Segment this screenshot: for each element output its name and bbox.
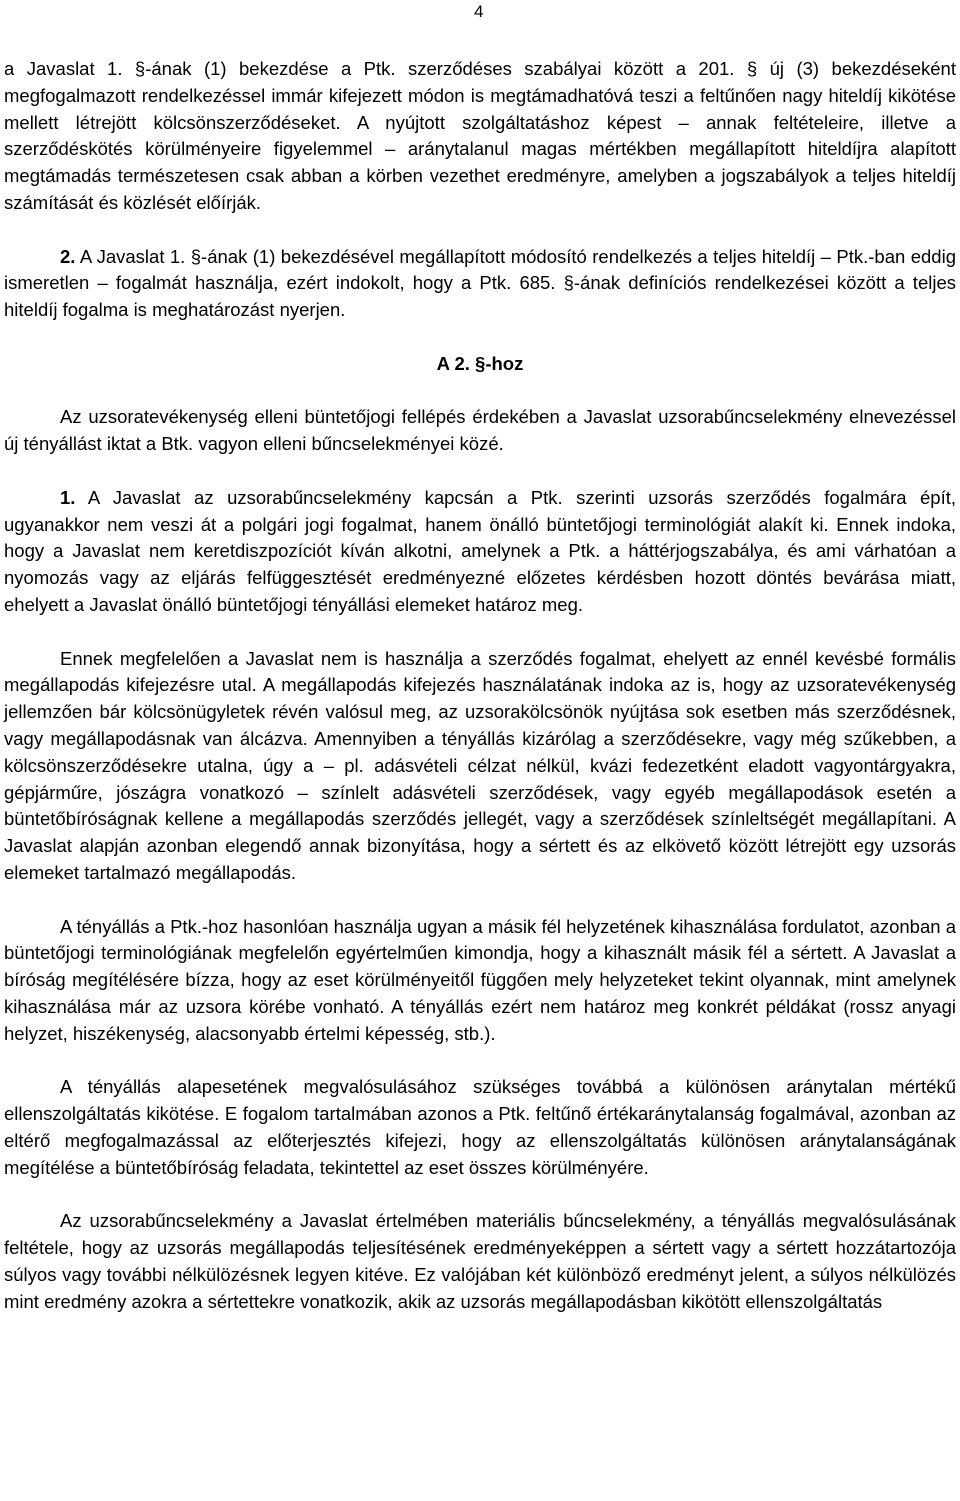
paragraph-6: A tényállás a Ptk.-hoz hasonlóan használja ugyan a másik fél helyzetének kihasználása fordulatot, azonban a büntetőjogi terminológiának megfelelőn egyértelműen kimondja, hogy a kihasznált másik fél a sértett. A Javaslat a bíróság megítélésére bízza, hogy az eset körülményeitől függően mely helyzeteket tekint olyannak, mint amelynek kihasználása már az uzsora körébe vonható. A tényállás ezért nem határoz meg konkrét példákat (rossz anyagi helyzet, hiszékenység, alacsonyabb értelmi képesség, stb.).: [4, 915, 956, 1044]
paragraph-4: [4, 485, 956, 619]
paragraph-8: Az uzsorabűncselekmény a Javaslat értelmében materiális bűncselekmény, a tényállás megvalósulásának feltétele, hogy az uzsorás megállapodás teljesítésének eredményeképpen a sértett vagy a sértett hozzátartozója súlyos vagy további nélkülözésnek legyen kitéve. Ez valójában két különböző eredményt jelent, a súlyos nélkülözés mint eredmény azokra a sértettekre vonatkozik, akik az uzsorás megállapodásban kikötött ellenszolgáltatás: [4, 1210, 956, 1312]
paragraph-7: A tényállás alapesetének megvalósulásához szükséges továbbá a különösen aránytalan mértékű ellenszolgáltatás kikötése. E fogalom tartalmában azonos a Ptk. feltűnő értékaránytalanság fogalmával, azonban az eltérő megfogalmazással az előterjesztés kifejezi, hogy az ellenszolgáltatás különösen aránytalanságának megítélése a büntetőbíróság feladata, tekintettel az eset összes körülményére.: [4, 1076, 956, 1178]
page-number: 4: [474, 2, 484, 21]
document-body: [4, 56, 956, 1315]
paragraph-2: [4, 244, 956, 324]
paragraph-2-number: 2.: [60, 245, 76, 267]
paragraph-1: a Javaslat 1. §-ának (1) bekezdése a Ptk. szerződéses szabályai között a 201. § új (3) bekezdéseként megfogalmazott rendelkezéssel immár kifejezett módon is megtámadhatóvá teszi a feltűnően nagy hiteldíj kikötése mellett létrejött kölcsönszerződéseket. A nyújtott szolgáltatáshoz képest – annak feltételeire, illetve a szerződéskötés körülményeire figyelemmel – aránytalanul magas mértékben megállapított hiteldíjra alapított megtámadás természetesen csak abban a körben vezethet eredményre, amelyben a jogszabályok a teljes hiteldíj számítását és közlését előírják.: [4, 58, 956, 213]
paragraph-2-text: A Javaslat 1. §-ának (1) bekezdésével megállapított módosító rendelkezés a teljes hiteldíj – Ptk.-ban eddig ismeretlen – fogalmát használja, ezért indokolt, hogy a Ptk. 685. §-ának definíciós rendelkezései között a teljes hiteldíj fogalma is meghatározást nyerjen.: [4, 245, 956, 321]
section-heading: A 2. §-hoz: [436, 352, 524, 374]
paragraph-3: Az uzsoratevékenység elleni büntetőjogi fellépés érdekében a Javaslat uzsorabűncselekmény elnevezéssel új tényállást iktat a Btk. vagyon elleni bűncselekményei közé.: [4, 406, 956, 455]
paragraph-4-number: 1.: [60, 486, 76, 508]
paragraph-5: Ennek megfelelően a Javaslat nem is használja a szerződés fogalmat, ehelyett az ennél kevésbé formális megállapodás kifejezésre utal. A megállapodás kifejezés használatának indoka az is, hogy az uzsoratevékenység jellemzően bár kölcsönügyletek révén valósul meg, az uzsorakölcsönök nyújtása sok esetben más szerződésnek, vagy megállapodásnak van álcázva. Amennyiben a tényállás kizárólag a szerződésekre, vagy még szűkebben, a kölcsönszerződésekre utalna, úgy a – pl. adásvételi célzat nélkül, kvázi fedezetként eladott vagyontárgyakra, gépjárműre, jószágra vonatkozó – színlelt adásvételi szerződések, vagy egyéb megállapodások esetén a büntetőbíróságnak kellene a megállapodás szerződés jellegét, vagy a szerződések színleltségét megállapítani. A Javaslat alapján azonban elegendő annak bizonyítása, hogy a sértett és az elkövető között létrejött egy uzsorás elemeket tartalmazó megállapodás.: [4, 647, 956, 883]
paragraph-4-text: A Javaslat az uzsorabűncselekmény kapcsán a Ptk. szerinti uzsorás szerződés fogalmára épít, ugyanakkor nem veszi át a polgári jogi fogalmat, hanem önálló büntetőjogi terminológiát alakít ki. Ennek indoka, hogy a Javaslat nem keretdiszpozíciót kíván alkotni, amelynek a Ptk. a háttérjogszabálya, és ami várhatóan a nyomozás vagy az eljárás felfüggesztését eredményezné előzetes kérdésben hozott döntés bevárása miatt, ehelyett a Javaslat önálló büntetőjogi tényállási elemeket határoz meg.: [4, 486, 956, 615]
